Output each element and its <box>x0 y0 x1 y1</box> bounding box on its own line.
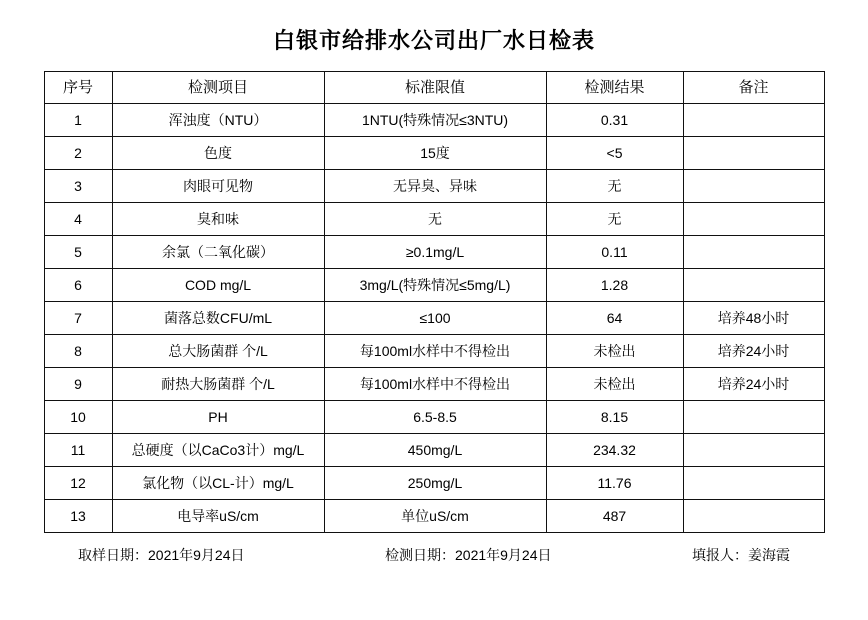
cell-no: 9 <box>44 368 112 401</box>
table-row <box>44 137 824 170</box>
cell-result: 未检出 <box>546 368 683 401</box>
cell-std: 无 <box>324 203 546 236</box>
cell-item: PH <box>112 401 324 434</box>
column-header-no: 序号 <box>44 72 112 104</box>
cell-note: 培养48小时 <box>683 302 824 335</box>
cell-no: 8 <box>44 335 112 368</box>
cell-result: 未检出 <box>546 335 683 368</box>
cell-result: 0.11 <box>546 236 683 269</box>
cell-item: 总大肠菌群 个/L <box>112 335 324 368</box>
cell-std: 无异臭、异味 <box>324 170 546 203</box>
table-row <box>44 434 824 467</box>
table-row <box>44 500 824 533</box>
cell-std: 每100ml水样中不得检出 <box>324 368 546 401</box>
cell-item: 电导率uS/cm <box>112 500 324 533</box>
cell-note <box>683 467 824 500</box>
cell-no: 6 <box>44 269 112 302</box>
cell-std: 单位uS/cm <box>324 500 546 533</box>
cell-item: 耐热大肠菌群 个/L <box>112 368 324 401</box>
table-row <box>44 269 824 302</box>
column-header-item: 检测项目 <box>112 72 324 104</box>
cell-std: 6.5-8.5 <box>324 401 546 434</box>
reporter-name: 填报人：姜海霞 <box>692 547 790 563</box>
column-header-std: 标准限值 <box>324 72 546 104</box>
table-row <box>44 467 824 500</box>
cell-result: 0.31 <box>546 104 683 137</box>
cell-result: 234.32 <box>546 434 683 467</box>
cell-item: 总硬度（以CaCo3计）mg/L <box>112 434 324 467</box>
sampling-date: 取样日期：2021年9月24日 <box>78 547 245 563</box>
water-quality-table <box>44 71 825 533</box>
table-row <box>44 401 824 434</box>
cell-result: 8.15 <box>546 401 683 434</box>
cell-no: 2 <box>44 137 112 170</box>
column-header-note: 备注 <box>683 72 824 104</box>
cell-result: 487 <box>546 500 683 533</box>
document-page <box>0 24 868 620</box>
table-header-row <box>44 72 824 104</box>
cell-no: 10 <box>44 401 112 434</box>
cell-note <box>683 137 824 170</box>
cell-no: 5 <box>44 236 112 269</box>
cell-note: 培养24小时 <box>683 335 824 368</box>
cell-std: ≤100 <box>324 302 546 335</box>
cell-result: 1.28 <box>546 269 683 302</box>
testing-date: 检测日期：2021年9月24日 <box>385 547 552 563</box>
table-row <box>44 368 824 401</box>
cell-note <box>683 236 824 269</box>
cell-note <box>683 500 824 533</box>
table-row <box>44 236 824 269</box>
cell-item: 臭和味 <box>112 203 324 236</box>
cell-no: 3 <box>44 170 112 203</box>
cell-no: 11 <box>44 434 112 467</box>
cell-note: 培养24小时 <box>683 368 824 401</box>
table-row <box>44 170 824 203</box>
cell-note <box>683 203 824 236</box>
table-row <box>44 203 824 236</box>
page-title: 白银市给排水公司出厂水日检表 <box>272 28 595 53</box>
cell-no: 1 <box>44 104 112 137</box>
cell-item: 色度 <box>112 137 324 170</box>
cell-item: 氯化物（以CL-计）mg/L <box>112 467 324 500</box>
cell-no: 13 <box>44 500 112 533</box>
cell-item: 余氯（二氧化碳） <box>112 236 324 269</box>
cell-std: 15度 <box>324 137 546 170</box>
cell-result: <5 <box>546 137 683 170</box>
cell-no: 12 <box>44 467 112 500</box>
column-header-result: 检测结果 <box>546 72 683 104</box>
cell-result: 11.76 <box>546 467 683 500</box>
cell-std: 3mg/L(特殊情况≤5mg/L) <box>324 269 546 302</box>
cell-std: 每100ml水样中不得检出 <box>324 335 546 368</box>
cell-result: 64 <box>546 302 683 335</box>
cell-note <box>683 269 824 302</box>
cell-item: 菌落总数CFU/mL <box>112 302 324 335</box>
cell-std: 1NTU(特殊情况≤3NTU) <box>324 104 546 137</box>
cell-std: 250mg/L <box>324 467 546 500</box>
table-row <box>44 335 824 368</box>
table-row <box>44 104 824 137</box>
cell-note <box>683 434 824 467</box>
cell-note <box>683 170 824 203</box>
cell-std: 450mg/L <box>324 434 546 467</box>
cell-std: ≥0.1mg/L <box>324 236 546 269</box>
document-footer <box>44 545 824 565</box>
cell-no: 4 <box>44 203 112 236</box>
cell-no: 7 <box>44 302 112 335</box>
cell-item: COD mg/L <box>112 269 324 302</box>
cell-result: 无 <box>546 170 683 203</box>
cell-item: 肉眼可见物 <box>112 170 324 203</box>
table-row <box>44 302 824 335</box>
cell-item: 浑浊度（NTU） <box>112 104 324 137</box>
cell-note <box>683 104 824 137</box>
cell-note <box>683 401 824 434</box>
cell-result: 无 <box>546 203 683 236</box>
